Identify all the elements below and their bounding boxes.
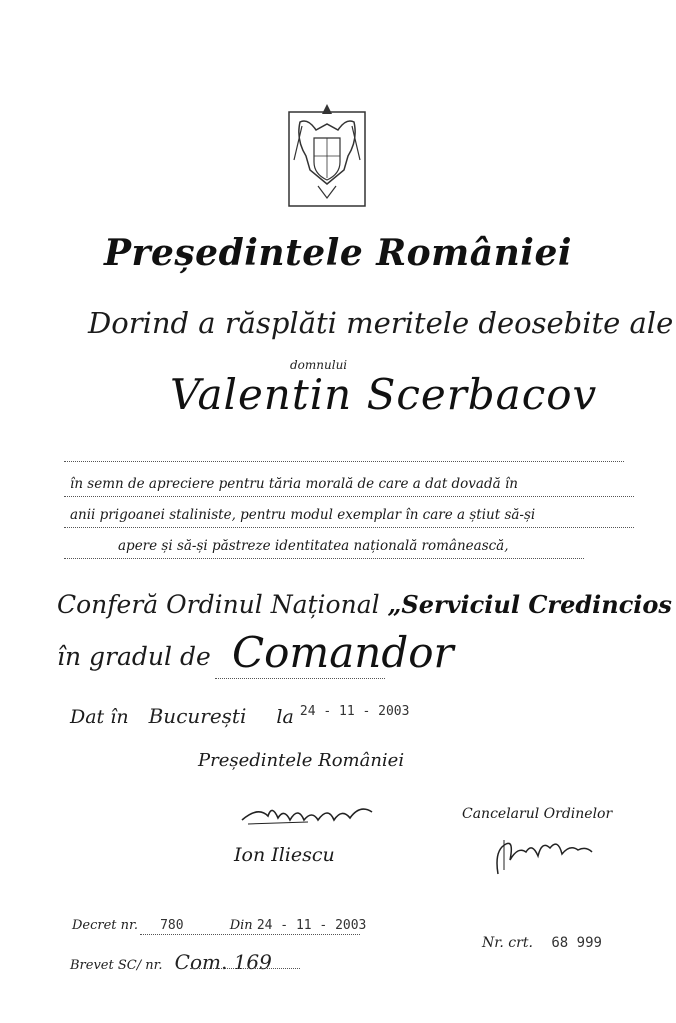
recipient-name: Valentin Scerbacov xyxy=(170,370,598,419)
confers-text: Conferă Ordinul Național xyxy=(57,590,380,619)
president-title: Președintele României xyxy=(198,750,405,771)
coat-of-arms-icon xyxy=(288,100,366,208)
date-label: la xyxy=(276,706,294,728)
brevet-number: Com. 169 xyxy=(174,950,272,974)
dotted-line xyxy=(64,461,624,462)
dotted-line xyxy=(64,496,634,497)
grade-label: în gradul de xyxy=(57,642,211,671)
grade-value: Comandor xyxy=(232,628,454,677)
chancellor-title: Cancelarul Ordinelor xyxy=(462,806,613,822)
order-no-label: Nr. crt. xyxy=(482,935,533,951)
chancellor-signature xyxy=(488,830,598,880)
decree-line xyxy=(72,918,366,933)
dotted-line xyxy=(140,934,360,935)
decree-number: 780 xyxy=(160,918,184,933)
order-name: „Serviciul Credincios xyxy=(387,590,672,619)
order-no: 68 999 xyxy=(551,935,602,951)
president-name: Ion Iliescu xyxy=(234,844,335,866)
president-signature xyxy=(238,798,378,832)
page-title: Președintele României xyxy=(103,232,573,274)
dotted-line xyxy=(215,678,385,679)
dotted-line xyxy=(64,558,584,559)
city-value: București xyxy=(148,704,247,728)
dotted-line xyxy=(64,527,634,528)
given-label: Dat în xyxy=(70,706,129,728)
decree-date: 24 - 11 - 2003 xyxy=(256,918,367,933)
honorific: domnului xyxy=(290,358,348,372)
order-number-line xyxy=(482,935,602,951)
issue-date: 24 - 11 - 2003 xyxy=(299,704,410,719)
citation-line-2: anii prigoanei staliniste, pentru modul exemplar în care a știut să-și xyxy=(70,507,536,523)
citation-line-3: apere și să-și păstreze identitatea națională românească, xyxy=(118,538,509,554)
decree-label: Decret nr. xyxy=(72,918,138,933)
award-line xyxy=(57,590,672,619)
brevet-line xyxy=(70,950,272,974)
citation-line-1: în semn de apreciere pentru tăria morală de care a dat dovadă în xyxy=(70,476,518,492)
intro-text: Dorind a răsplăti meritele deosebite ale xyxy=(88,306,674,340)
decree-date-label: Din xyxy=(229,918,253,933)
brevet-label: Brevet SC/ nr. xyxy=(70,958,163,973)
dotted-line xyxy=(190,968,300,969)
issuance-line xyxy=(70,704,409,728)
